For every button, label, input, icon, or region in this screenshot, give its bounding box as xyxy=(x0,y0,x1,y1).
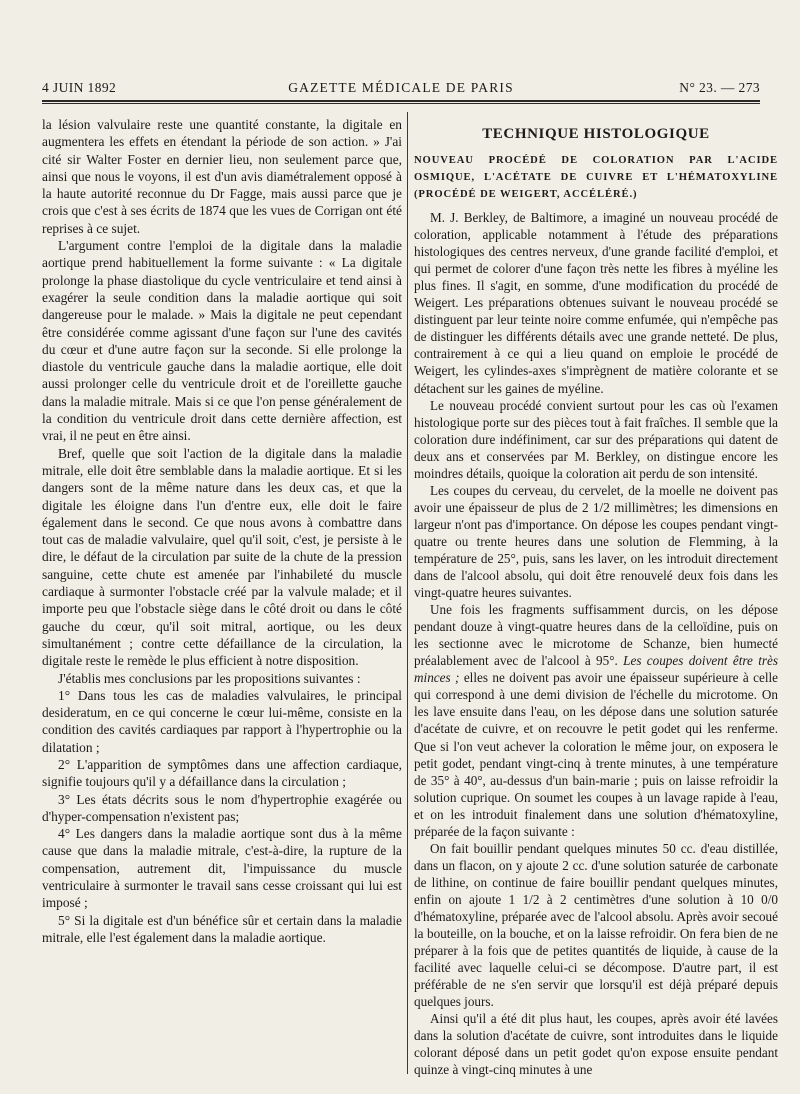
paragraph-text: Une fois les fragments suffisamment durcis, on les dépose pendant douze à vingt-quatre heures dans de la celloïdine, puis on les sectionne avec le microtome de Schanze, bien humecté préalablement avec de l'alcool à 95°. xyxy=(414,602,778,669)
journal-title: GAZETTE MÉDICALE DE PARIS xyxy=(288,80,514,95)
paragraph: On fait bouillir pendant quelques minutes 50 cc. d'eau distillée, dans un flacon, on y ajoute 2 cc. d'une solution saturée de carbonate de lithine, on continue de faire bouillir pendant quelques minutes, enfin on ajoute 1 1/2 à 2 centimètres d'une solution à 10 0/0 d'hématoxyline, préparée avec de l'alcool absolu. Après avoir secoué la bouteille, on la bouche, et on la laisse refroidir. On fera bien de ne préparer à la fois que de petites quantités de liquide, à cause de la facilité avec laquelle celui-ci se décompose. D'autre part, il est préférable de ne s'en servir que lorsqu'il est déjà préparé depuis quelques jours. xyxy=(414,840,778,1010)
column-divider xyxy=(407,112,408,1074)
section-title: TECHNIQUE HISTOLOGIQUE xyxy=(482,126,710,142)
section-subtitle: NOUVEAU PROCÉDÉ DE COLORATION PAR L'ACIDE OSMIQUE, L'ACÉTATE DE CUIVRE ET L'HÉMATOXYLINE (PROCÉDÉ DE WEIGERT, ACCÉLÉRÉ.) xyxy=(414,155,778,201)
paragraph: la lésion valvulaire reste une quantité constante, la digitale en augmentera les effets en étendant la période de son action. » J'ai cité sir Walter Foster en dernier lieu, non seulement parce que, ainsi que nous le voyons, il est d'un avis diamétralement opposé à la haute autorité reconnue du Dr Fagge, mais aussi parce que je crois que c'est à ses écrits de 1874 que les vues de Corrigan ont été reprises à ce sujet. xyxy=(42,117,402,236)
conclusion-item: 3° Les états décrits sous le nom d'hypertrophie exagérée ou d'hyper-compensation n'existent pas; xyxy=(42,791,402,824)
paragraph: Ainsi qu'il a été dit plus haut, les coupes, après avoir été lavées dans la solution d'acétate de cuivre, sont introduites dans le liquide colorant déposé dans un petit godet qu'on expose ensuite pendant quinze à vingt-cinq minutes à une xyxy=(414,1011,778,1078)
paragraph xyxy=(414,601,778,840)
conclusion-item: 2° L'apparition de symptômes dans une affection cardiaque, signifie toujours qu'il y a défaillance dans la circulation ; xyxy=(42,756,402,790)
issue-number: N° 23. — 273 xyxy=(679,80,760,95)
right-column xyxy=(414,116,778,1078)
paragraph: Bref, quelle que soit l'action de la digitale dans la maladie mitrale, elle doit être semblable dans la maladie aortique. Et si les dangers sont de la même nature dans les deux cas, et que la digitale les éloigne dans l'un d'entre eux, elle doit le faire également dans le second. Ce que nous avons à combattre dans tout cas de maladie valvulaire, quel qu'il soit, c'est, je persiste à le dire, le défaut de la circulation par suite de la chute de la pression sanguine, cette chute est amenée par l'inhabileté du muscle cardiaque à surmonter l'obstacle créé par la valvule malade; et il importe peu que l'obstacle siège dans le côté droit ou dans le côté gauche du cœur, qu'il soit mitral, aortique, ou les deux simultanément ; contre cette défaillance de la circulation, la digitale reste le remède le plus efficient à notre disposition. xyxy=(42,445,402,669)
left-column xyxy=(42,116,402,946)
paragraph: J'établis mes conclusions par les propositions suivantes : xyxy=(58,670,361,686)
conclusion-item: 4° Les dangers dans la maladie aortique sont dus à la même cause que dans la maladie mitrale, c'est-à-dire, la rupture de la compensation, autrement dit, l'impuissance du muscle ventriculaire à surmonter le travail sans cesse croissant qui lui est imposé ; xyxy=(42,826,402,911)
page-header xyxy=(42,80,760,100)
paragraph: Le nouveau procédé convient surtout pour les cas où l'examen histologique porte sur des pièces tout à fait fraîches. Il semble que la coloration dure indéfiniment, car sur des préparations qui datent de deux ans et conservées par M. Berkley, on distingue encore les moindres détails, quoique la coloration ait perdu de son intensité. xyxy=(414,397,778,481)
paragraph: Les coupes du cerveau, du cervelet, de la moelle ne doivent pas avoir une épaisseur de plus de 2 1/2 millimètres; les dimensions en largeur n'ont pas d'importance. On dépose les coupes pendant vingt-quatre ou trente heures dans une solution de Flemming, à la température de 25°, puis, sans les laver, on les introduit directement dans de l'alcool absolu, qui doit être renouvelé deux fois dans les vingt-quatre heures suivantes. xyxy=(414,482,778,601)
paragraph: L'argument contre l'emploi de la digitale dans la maladie aortique prend habituellement la forme suivante : « La digitale prolonge la phase diastolique du cycle ventriculaire et tend ainsi à exagérer la seule condition dans la maladie aortique qui soit dangereuse pour le malade. » Mais la digitale ne peut cependant être considérée comme agissant d'une façon sur l'une des cavités du cœur et d'une autre façon sur la seconde. Si elle prolonge la diastole du ventricule gauche dans la maladie aortique, elle doit aussi prolonger celle du ventricule droit et de l'oreillette gauche dans la maladie mitrale. Mais si ce que l'on pense généralement de la condition du ventricule droit dans cette dernière affection, est vrai, il ne peut en être ainsi. xyxy=(42,238,402,444)
conclusion-item: 1° Dans tous les cas de maladies valvulaires, le principal desideratum, en ce qui concerne le cœur lui-même, consiste en la condition des cavités cardiaques par rapport à l'hypertrophie ou la dilatation ; xyxy=(42,687,402,755)
header-rule-thin xyxy=(42,103,760,104)
header-rule xyxy=(42,100,760,102)
paragraph-text: elles ne doivent pas avoir une épaisseur supérieure à celle qui correspond à une demi division de l'échelle du microtome. On les lave ensuite dans l'eau, on les dépose dans une solution saturée d'acétate de cuivre, et on recouvre le petit godet qui les renferme. Que si l'on veut achever la coloration le même jour, on exposera le petit godet, pendant vingt-cinq à trente minutes, à une température de 35° à 40°, au-dessus d'un bain-marie ; puis on laisse refroidir la solution cuprique. On soumet les coupes à un lavage rapide à l'eau, et on les introduit finalement dans une solution d'hématoxyline, préparée de la façon suivante : xyxy=(414,670,778,839)
issue-date: 4 JUIN 1892 xyxy=(42,80,117,95)
conclusion-item: 5° Si la digitale est d'un bénéfice sûr et certain dans la maladie mitrale, elle l'est également dans la maladie aortique. xyxy=(42,912,402,945)
italic-phrase: Les coupes doivent être très minces ; xyxy=(414,653,778,686)
paragraph: M. J. Berkley, de Baltimore, a imaginé un nouveau procédé de coloration, applicable notamment à l'étude des préparations histologiques des centres nerveux, d'une grande facilité d'emploi, et qui permet de colorer d'une façon très nette les fibres à myéline les plus fines. Il s'agit, en somme, d'une modification du procédé de Weigert. Les préparations obtenues suivant le nouveau procédé se distinguent par leur teinte noire comme enfumée, qui n'empêche pas de distinguer les différents détails avec une grande netteté. De plus, contrairement à ce qui a lieu quand on emploie le procédé de Weigert, les cylindes-axes s'imprègnent de matière colorante et se détachent sur les gaines de myéline. xyxy=(414,210,778,396)
